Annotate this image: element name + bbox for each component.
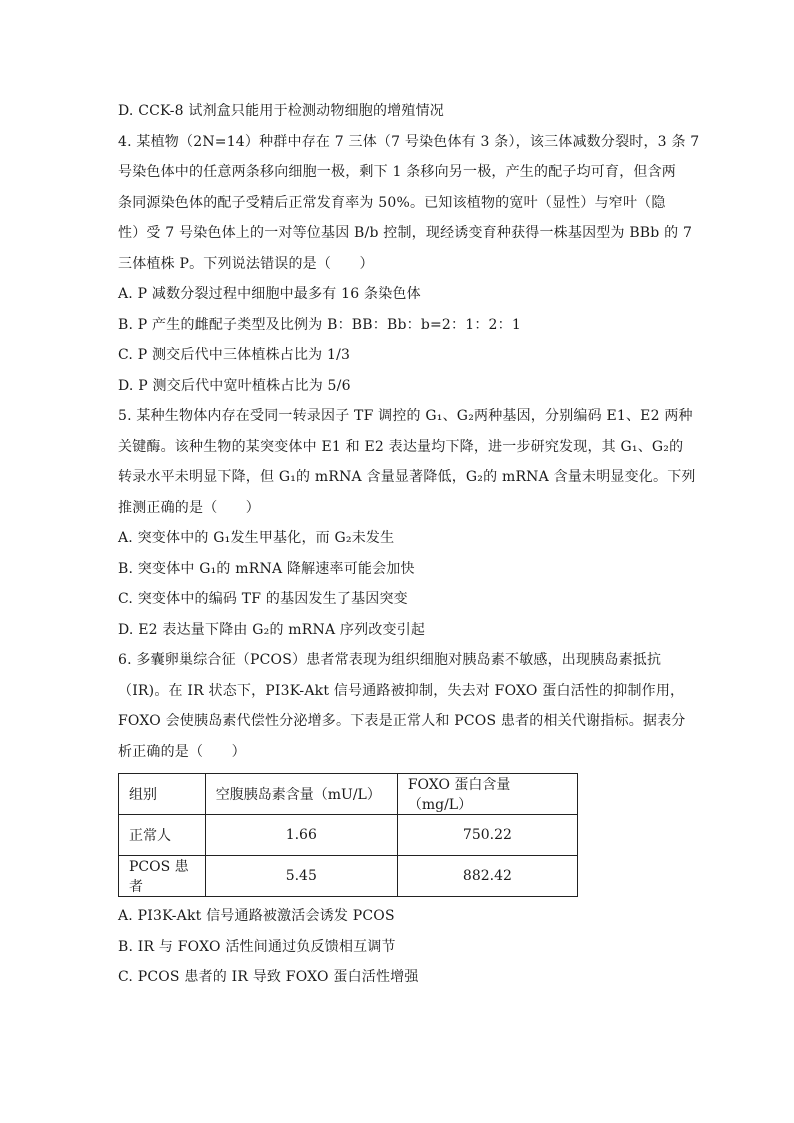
q5-stem-line-4: 推测正确的是（ ） (118, 499, 260, 516)
q4-option-b: B. P 产生的雌配子类型及比例为 B：BB：Bb：b=2：1：2：1 (118, 316, 521, 333)
table-cell: PCOS 患者 (119, 856, 206, 897)
q4-stem-line-1: 4. 某植物（2N=14）种群中存在 7 三体（7 号染色体有 3 条），该三体减数分裂时，3 条 7 (118, 133, 700, 150)
q4-stem-line-4: 性）受 7 号染色体上的一对等位基因 B/b 控制，现经诱变育种获得一株基因型为 BBb 的 7 (118, 225, 693, 241)
table-header-row (119, 774, 578, 815)
q4-option-d: D. P 测交后代中宽叶植株占比为 5/6 (118, 377, 351, 394)
table-cell: 5.45 (205, 856, 397, 897)
q5-option-d: D. E2 表达量下降由 G₂的 mRNA 序列改变引起 (118, 621, 426, 638)
q4-option-c: C. P 测交后代中三体植株占比为 1/3 (118, 347, 351, 363)
q6-option-c: C. PCOS 患者的 IR 导致 FOXO 蛋白活性增强 (118, 969, 419, 985)
q6-option-a: A. PI3K-Akt 信号通路被激活会诱发 PCOS (118, 908, 395, 924)
q4-stem-line-2: 号染色体中的任意两条移向细胞一极，剩下 1 条移向另一极，产生的配子均可育，但含两 (118, 164, 677, 180)
q5-option-b: B. 突变体中 G₁的 mRNA 降解速率可能会加快 (118, 560, 415, 577)
table-header-cell: 组别 (119, 774, 206, 815)
q6-option-b: B. IR 与 FOXO 活性间通过负反馈相互调节 (118, 938, 396, 955)
metabolic-index-table (118, 773, 578, 897)
table-header-cell: 空腹胰岛素含量（mU/L） (205, 774, 397, 815)
q5-option-a: A. 突变体中的 G₁发生甲基化，而 G₂未发生 (118, 530, 395, 546)
q4-stem-line-3: 条同源染色体的配子受精后正常发育率为 50%。已知该植物的宽叶（显性）与窄叶（隐 (118, 194, 666, 211)
q6-stem-line-4: 析正确的是（ ） (118, 743, 246, 760)
q3-option-d: D. CCK-8 试剂盒只能用于检测动物细胞的增殖情况 (118, 103, 444, 119)
q4-stem-line-5: 三体植株 P。下列说法错误的是（ ） (118, 255, 374, 272)
table-cell: 882.42 (397, 856, 577, 897)
q4-option-a: A. P 减数分裂过程中细胞中最多有 16 条染色体 (118, 286, 421, 302)
q5-stem-line-1: 5. 某种生物体内存在受同一转录因子 TF 调控的 G₁、G₂两种基因，分别编码 E1、E2 两种 (118, 408, 693, 424)
q6-stem-line-3: FOXO 会使胰岛素代偿性分泌增多。下表是正常人和 PCOS 患者的相关代谢指标。据表分 (118, 713, 686, 729)
q6-stem-line-1: 6. 多囊卵巢综合征（PCOS）患者常表现为组织细胞对胰岛素不敏感，出现胰岛素抵抗 (118, 652, 662, 668)
table-cell: 750.22 (397, 815, 577, 856)
q5-option-c: C. 突变体中的编码 TF 的基因发生了基因突变 (118, 591, 408, 607)
table-row (119, 856, 578, 897)
table-cell: 1.66 (205, 815, 397, 856)
q6-stem-line-2: （IR)。在 IR 状态下，PI3K-Akt 信号通路被抑制，失去对 FOXO 蛋白活性的抑制作用， (118, 682, 685, 699)
q5-stem-line-3: 转录水平未明显下降，但 G₁的 mRNA 含量显著降低，G₂的 mRNA 含量未明显变化。下列 (118, 469, 696, 485)
table-cell: 正常人 (119, 815, 206, 856)
q5-stem-line-2: 关键酶。该种生物的某突变体中 E1 和 E2 表达量均下降，进一步研究发现，其 G₁、G₂的 (118, 438, 684, 455)
exam-page (118, 96, 700, 993)
table-row (119, 815, 578, 856)
table-header-cell: FOXO 蛋白含量（mg/L） (397, 774, 577, 815)
